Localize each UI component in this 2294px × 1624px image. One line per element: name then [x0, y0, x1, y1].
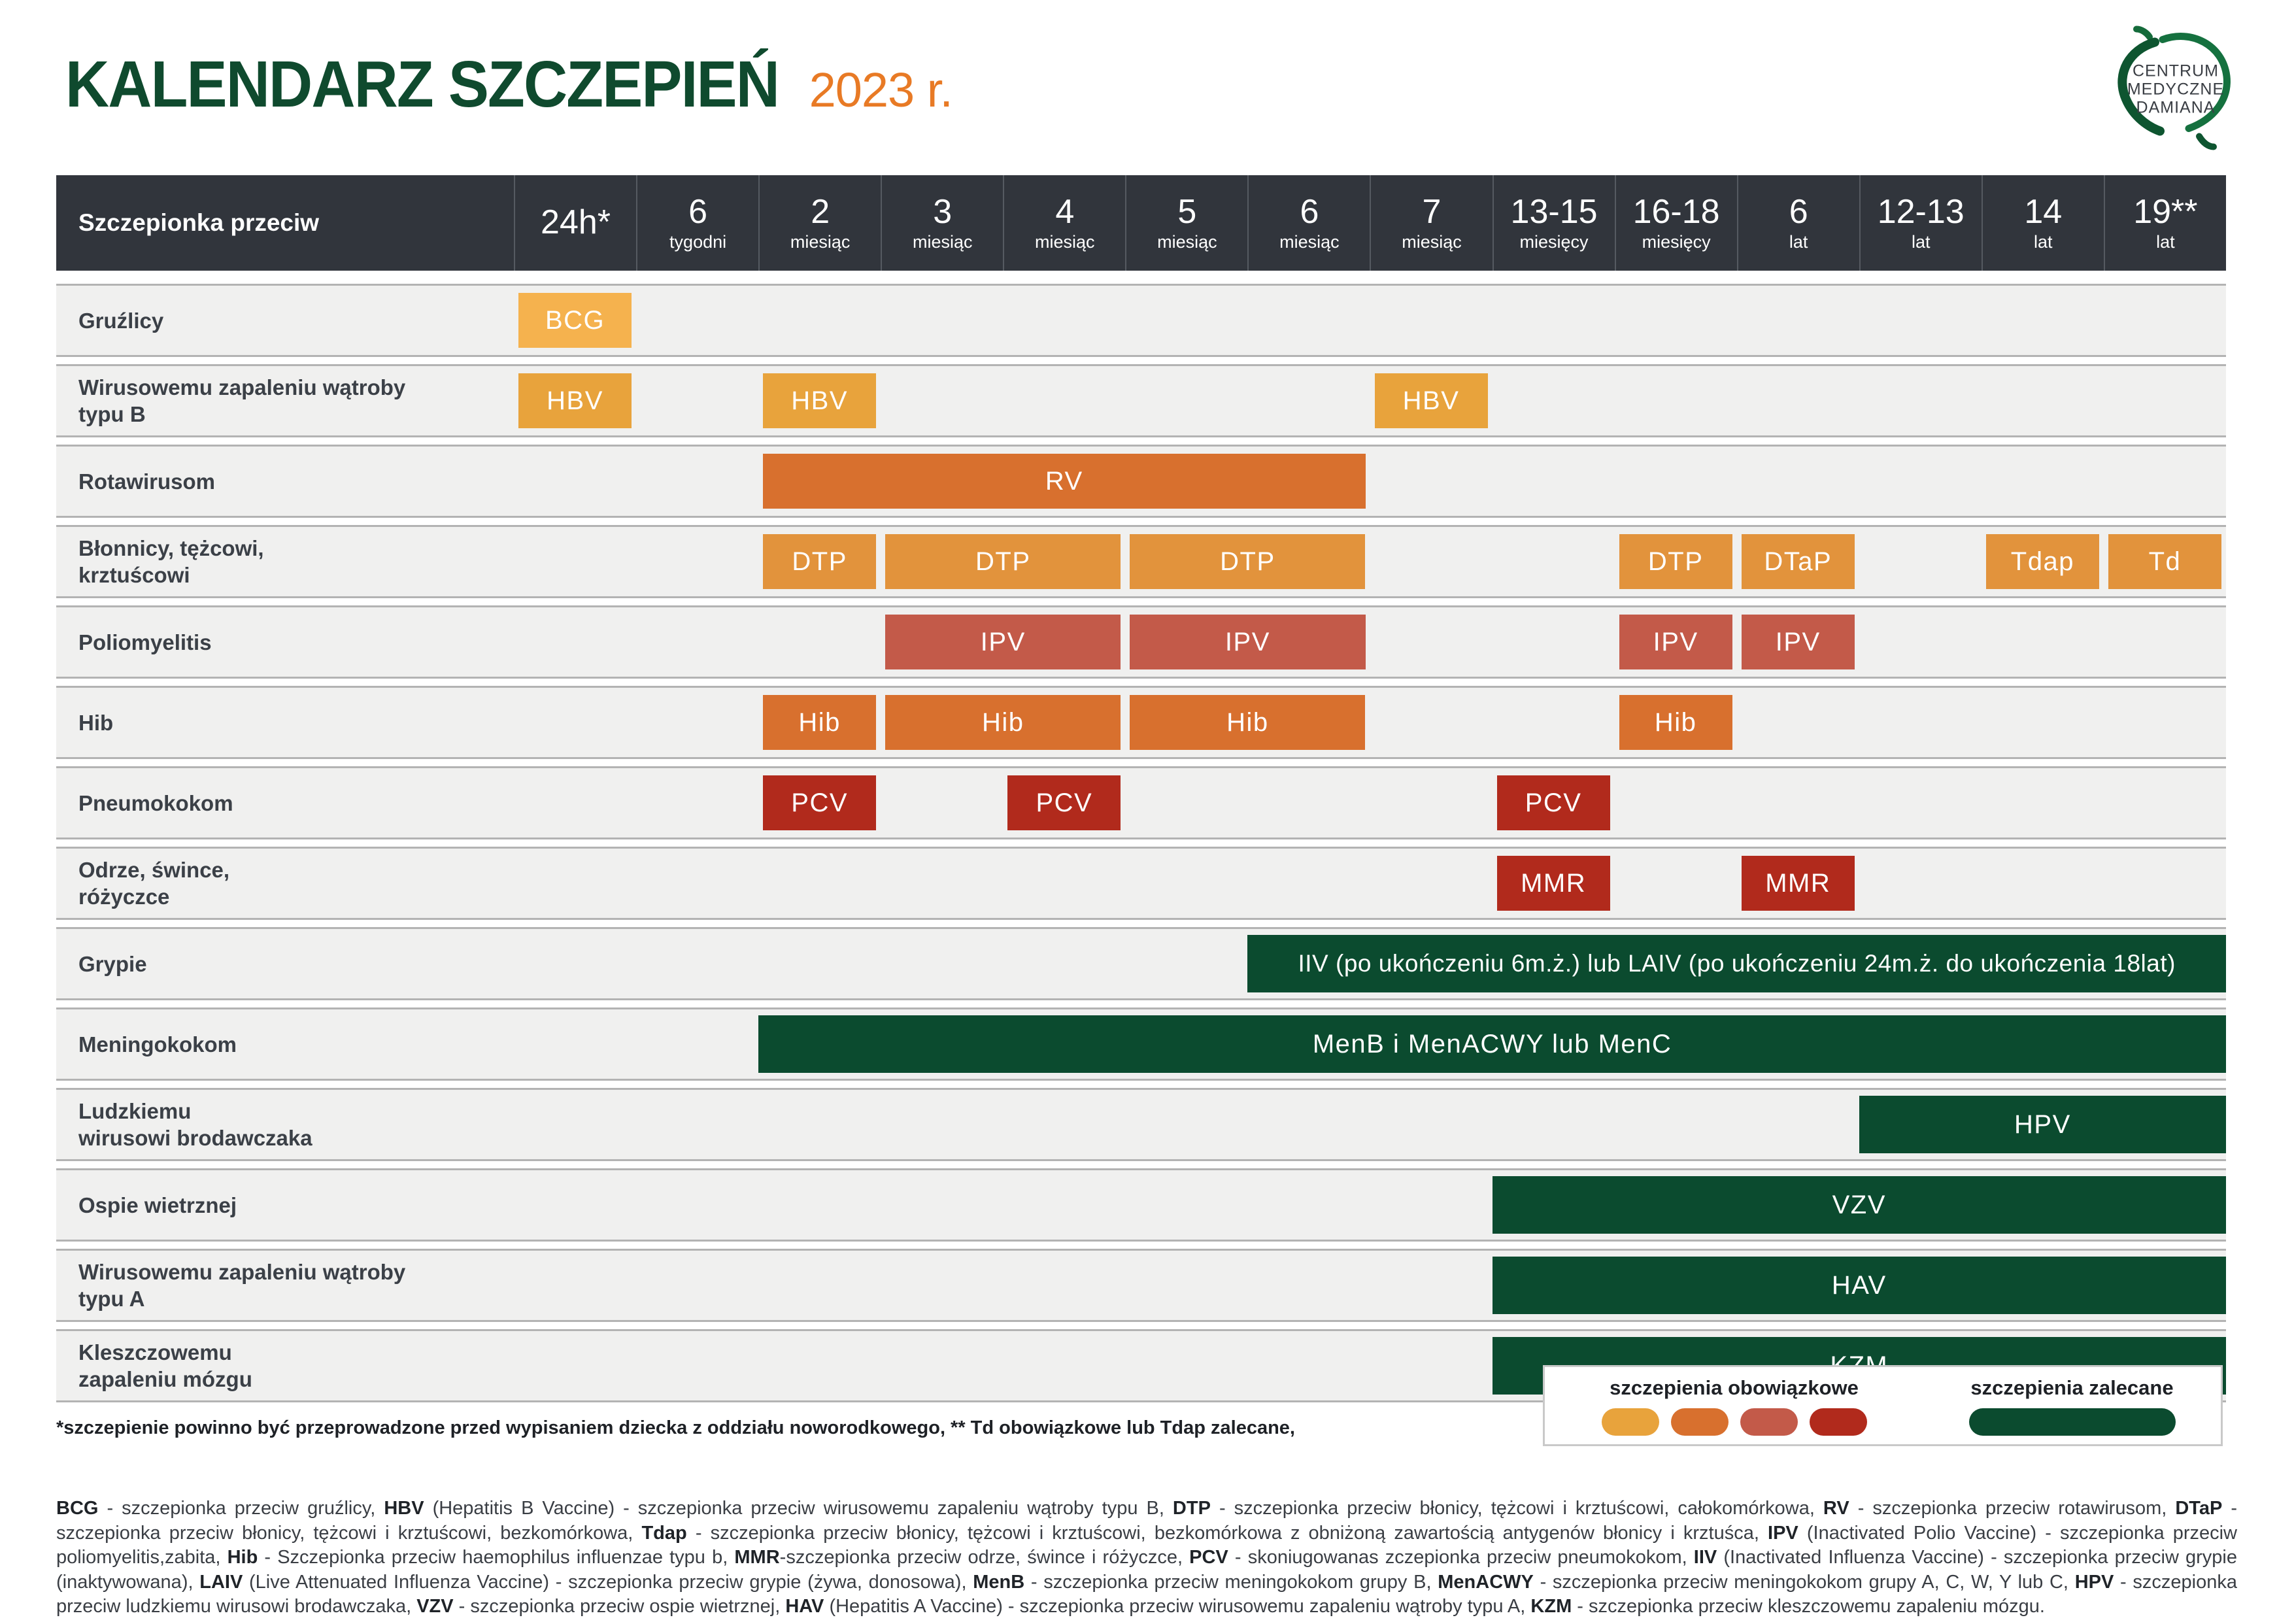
column-unit: lat [1911, 232, 1931, 252]
glossary-text: - szczepionka przeciw ospie wietrznej, [453, 1596, 786, 1617]
column-header-6-tygodni [636, 175, 758, 271]
row-timeline [514, 1251, 2226, 1320]
table-row-pneumokokom [56, 766, 2226, 839]
page-title [65, 47, 953, 122]
table-body [56, 284, 2226, 1402]
glossary-text: - szczepionka przeciw meningokokom grupy A, C, W, Y lub C, [1533, 1571, 2075, 1593]
row-label [56, 929, 514, 998]
vaccine-bar-hpv: HPV [1859, 1096, 2226, 1153]
column-header-6-lat [1737, 175, 1859, 271]
glossary-text: - skoniugowanas zczepionka przeciw pneumokokom, [1228, 1547, 1694, 1568]
row-label [56, 1251, 514, 1320]
glossary-text: (Hepatitis B Vaccine) - szczepionka przeciw wirusowemu zapaleniu wątroby typu B, [424, 1498, 1173, 1519]
table-row-gruzlicy [56, 284, 2226, 357]
glossary-term: HBV [384, 1498, 424, 1519]
row-label [56, 768, 514, 837]
vaccine-bar-pcv: PCV [1007, 775, 1121, 830]
logo-line-2: MEDYCZNE [2127, 80, 2225, 99]
title-text: KALENDARZ SZCZEPIEŃ [65, 48, 779, 121]
column-header-4-miesiac [1003, 175, 1125, 271]
vaccine-bar-dtap: DTaP [1742, 534, 1855, 589]
vaccine-bar-dtp: DTP [1130, 534, 1365, 589]
table-row-odrze-swince-rozyczce [56, 847, 2226, 920]
column-value: 6 [688, 193, 708, 231]
column-value: 6 [1789, 193, 1808, 231]
row-label [56, 1170, 514, 1240]
vaccine-bar-dtp: DTP [763, 534, 876, 589]
table-row-wzw-a [56, 1249, 2226, 1322]
row-label-line: Odrze, śwince, [78, 858, 230, 882]
glossary-term: DTaP [2175, 1498, 2223, 1519]
column-header-6-miesiac [1247, 175, 1370, 271]
column-unit: lat [1789, 232, 1808, 252]
glossary-text: - Szczepionka przeciw haemophilus influenzae typu b, [258, 1547, 735, 1568]
glossary-term: DTP [1172, 1498, 1211, 1519]
glossary-text: - szczepionka przeciw błonicy, tężcowi i krztuścowi, bezkomórkowa z obniżoną zawartością antygenów błonicy i krztuśca, [686, 1522, 1768, 1544]
glossary-term: MenACWY [1438, 1571, 1534, 1593]
glossary-text: - szczepionka przeciw błonicy, tężcowi i krztuścowi, całokomórkowa, [1210, 1498, 1823, 1519]
legend-box [1543, 1365, 2223, 1446]
column-unit: miesięcy [1642, 232, 1711, 252]
row-timeline [514, 849, 2226, 918]
vaccination-schedule-table [56, 175, 2226, 1410]
vaccine-bar-hbv: HBV [1375, 373, 1488, 428]
row-label-line: typu A [78, 1287, 145, 1311]
table-row-hpv [56, 1088, 2226, 1161]
column-header-5-miesiac [1125, 175, 1247, 271]
row-timeline [514, 447, 2226, 516]
row-label [56, 1090, 514, 1159]
column-unit: miesiąc [1035, 232, 1095, 252]
row-label-line: Rotawirusom [78, 469, 216, 494]
row-label-line: Meningokokom [78, 1032, 237, 1057]
row-label-line: Wirusowemu zapaleniu wątroby [78, 1260, 406, 1284]
logo-line-1: CENTRUM [2133, 61, 2219, 80]
row-timeline [514, 1009, 2226, 1079]
column-value: 4 [1055, 193, 1075, 231]
row-label-line: zapaleniu mózgu [78, 1367, 252, 1391]
vaccine-bar-rv: RV [763, 454, 1365, 509]
vaccine-bar-hib: Hib [885, 695, 1121, 750]
centrum-medyczne-damiana-logo [2110, 20, 2241, 160]
glossary-term: Tdap [641, 1522, 687, 1544]
glossary-text: - szczepionka przeciw kleszczowemu zapaleniu mózgu. [1572, 1596, 2045, 1617]
row-label-line: Pneumokokom [78, 790, 233, 815]
table-row-grypie [56, 927, 2226, 1000]
column-unit: miesięcy [1519, 232, 1589, 252]
row-label [56, 1009, 514, 1079]
table-row-hib [56, 686, 2226, 759]
vaccine-bar-mmr: MMR [1742, 856, 1855, 911]
column-value: 14 [2024, 193, 2063, 231]
column-value: 6 [1300, 193, 1319, 231]
vaccine-bar-pcv: PCV [1497, 775, 1610, 830]
vaccine-bar-hbv: HBV [518, 373, 632, 428]
row-timeline [514, 1170, 2226, 1240]
vaccine-bar-pcv: PCV [763, 775, 876, 830]
column-value: 7 [1422, 193, 1442, 231]
column-unit: miesiąc [1157, 232, 1217, 252]
row-label-line: wirusowi brodawczaka [78, 1126, 312, 1150]
row-timeline [514, 527, 2226, 596]
column-value: 5 [1177, 193, 1197, 231]
row-timeline [514, 768, 2226, 837]
row-label [56, 1331, 514, 1400]
glossary-term: BCG [56, 1498, 99, 1519]
header-corner-label: Szczepionka przeciw [78, 209, 320, 236]
column-header-3-miesiac [881, 175, 1003, 271]
glossary-term: IPV [1768, 1522, 1798, 1544]
legend-recommended-swatches [1969, 1408, 2176, 1436]
column-header-19-lat [2104, 175, 2226, 271]
vaccine-bar-ipv: IPV [1619, 615, 1732, 669]
column-header-2-miesiac [758, 175, 881, 271]
glossary-text: - szczepionka przeciw błonicy, tężcowi i krztuścowi, bezkomórkowa, [56, 1498, 2237, 1544]
row-label-line: Hib [78, 710, 114, 735]
vaccine-bar-hib: Hib [1619, 695, 1732, 750]
row-label-line: krztuścowi [78, 563, 190, 587]
glossary-text: - szczepionka przeciw rotawirusom, [1849, 1498, 2176, 1519]
table-row-meningokokom [56, 1007, 2226, 1081]
column-value: 12-13 [1877, 193, 1965, 231]
vaccine-bar-hbv: HBV [763, 373, 876, 428]
glossary-text: (Live Attenuated Influenza Vaccine) - szczepionka przeciw grypie (żywa, donosowa), [243, 1571, 973, 1593]
glossary-term: MMR [734, 1547, 780, 1568]
row-label-line: Ospie wietrznej [78, 1193, 237, 1217]
glossary-term: VZV [416, 1596, 454, 1617]
glossary-term: KZM [1530, 1596, 1572, 1617]
row-timeline [514, 929, 2226, 998]
logo-leaf-top-icon [2136, 29, 2150, 37]
glossary-paragraph [56, 1497, 2237, 1619]
vaccine-bar-menb-menacwy: MenB i MenACWY lub MenC [758, 1015, 2226, 1073]
column-value: 19** [2133, 193, 2198, 231]
row-label-line: typu B [78, 402, 146, 426]
glossary-text: (Inactivated Polio Vaccine) - szczepionka przeciw poliomyelitis,zabita, [56, 1522, 2237, 1568]
glossary-text: - szczepionka przeciw ludzkiemu wirusowi brodawczaka, [56, 1571, 2237, 1617]
vaccine-bar-bcg: BCG [518, 293, 632, 348]
vaccine-bar-ipv: IPV [885, 615, 1121, 669]
table-row-poliomyelitis [56, 605, 2226, 679]
legend-swatch-dark-red-icon [1810, 1408, 1867, 1436]
column-header-14-lat [1982, 175, 2104, 271]
column-unit: tygodni [669, 232, 727, 252]
table-row-ospie-wietrznej [56, 1168, 2226, 1242]
vaccine-bar-vzv: VZV [1493, 1176, 2226, 1234]
table-row-wzw-b [56, 364, 2226, 437]
vaccine-bar-iiv-laiv: IIV (po ukończeniu 6m.ż.) lub LAIV (po ukończeniu 24m.ż. do ukończenia 18lat) [1247, 935, 2226, 992]
row-timeline [514, 366, 2226, 435]
legend-mandatory-group [1545, 1376, 1923, 1436]
glossary-text: -szczepionka przeciw odrze, śwince i różyczce, [779, 1547, 1190, 1568]
glossary-term: IIV [1693, 1547, 1717, 1568]
row-label-line: Poliomyelitis [78, 630, 212, 654]
row-label-line: Błonnicy, tężcowi, [78, 536, 264, 560]
legend-swatch-dark-orange-icon [1671, 1408, 1729, 1436]
row-label-line: różyczce [78, 885, 170, 909]
column-unit: miesiąc [912, 232, 973, 252]
row-label-line: Grypie [78, 951, 147, 976]
row-label-line: Wirusowemu zapaleniu wątroby [78, 375, 406, 399]
row-label [56, 447, 514, 516]
title-year: 2023 r. [809, 63, 953, 117]
glossary-text: (Inactivated Influenza Vaccine) - szczepionka przeciw grypie (inaktywowana), [56, 1547, 2237, 1593]
row-label [56, 849, 514, 918]
glossary-term: LAIV [199, 1571, 243, 1593]
row-label [56, 527, 514, 596]
column-unit: miesiąc [1279, 232, 1340, 252]
logo-leaf-bottom-icon [2199, 137, 2214, 147]
table-row-rotawirusom [56, 445, 2226, 518]
legend-swatch-salmon-icon [1740, 1408, 1798, 1436]
footnote: *szczepienie powinno być przeprowadzone przed wypisaniem dziecka z oddziału noworodkowego, ** Td obowiązkowe lub Tdap zalecane, [56, 1417, 1295, 1438]
vaccine-bar-tdap: Tdap [1986, 534, 2099, 589]
row-timeline [514, 607, 2226, 677]
column-header-13-15-miesiecy [1493, 175, 1615, 271]
column-unit: miesiąc [1402, 232, 1462, 252]
legend-mandatory-label: szczepienia obowiązkowe [1610, 1376, 1859, 1399]
column-value: 16-18 [1632, 193, 1720, 231]
column-header-16-18-miesiecy [1615, 175, 1737, 271]
row-timeline [514, 688, 2226, 757]
legend-swatch-orange-icon [1602, 1408, 1659, 1436]
glossary-text: - szczepionka przeciw gruźlicy, [98, 1498, 384, 1519]
vaccine-bar-hib: Hib [1130, 695, 1365, 750]
row-timeline [514, 286, 2226, 355]
row-label-line: Gruźlicy [78, 308, 164, 333]
column-value: 24h* [541, 203, 611, 241]
table-header-row [56, 175, 2226, 271]
glossary-text: (Hepatitis A Vaccine) - szczepionka przeciw wirusowemu zapaleniu wątroby typu A, [824, 1596, 1531, 1617]
logo-line-3: DAMIANA [2136, 98, 2216, 117]
vaccine-bar-dtp: DTP [885, 534, 1121, 589]
column-unit: lat [2034, 232, 2053, 252]
legend-recommended-group [1923, 1376, 2221, 1436]
column-unit: miesiąc [790, 232, 851, 252]
vaccine-bar-ipv: IPV [1130, 615, 1365, 669]
legend-mandatory-swatches [1602, 1408, 1867, 1436]
row-timeline [514, 1090, 2226, 1159]
row-label-line: Kleszczowemu [78, 1340, 232, 1364]
glossary-term: Hib [227, 1547, 258, 1568]
vaccine-bar-dtp: DTP [1619, 534, 1732, 589]
vaccine-bar-ipv: IPV [1742, 615, 1855, 669]
legend-swatch-green-icon [1969, 1408, 2176, 1436]
row-label [56, 607, 514, 677]
column-header-7-miesiac [1370, 175, 1492, 271]
glossary-term: HAV [785, 1596, 824, 1617]
row-label [56, 366, 514, 435]
glossary-term: RV [1823, 1498, 1849, 1519]
legend-recommended-label: szczepienia zalecane [1970, 1376, 2174, 1399]
glossary-term: MenB [973, 1571, 1025, 1593]
vaccine-bar-mmr: MMR [1497, 856, 1610, 911]
vaccine-bar-td: Td [2108, 534, 2221, 589]
glossary-term: HPV [2074, 1571, 2114, 1593]
column-value: 2 [811, 193, 830, 231]
column-header-24h [514, 175, 636, 271]
column-value: 3 [933, 193, 953, 231]
column-value: 13-15 [1510, 193, 1598, 231]
glossary-term: PCV [1189, 1547, 1228, 1568]
row-label [56, 688, 514, 757]
vaccine-bar-hav: HAV [1493, 1257, 2226, 1314]
vaccine-bar-hib: Hib [763, 695, 876, 750]
table-row-blonnicy [56, 525, 2226, 598]
column-header-12-13-lat [1859, 175, 1982, 271]
row-label-line: Ludzkiemu [78, 1099, 192, 1123]
column-unit: lat [2156, 232, 2175, 252]
glossary-text: - szczepionka przeciw meningokokom grupy B, [1024, 1571, 1438, 1593]
row-label [56, 286, 514, 355]
